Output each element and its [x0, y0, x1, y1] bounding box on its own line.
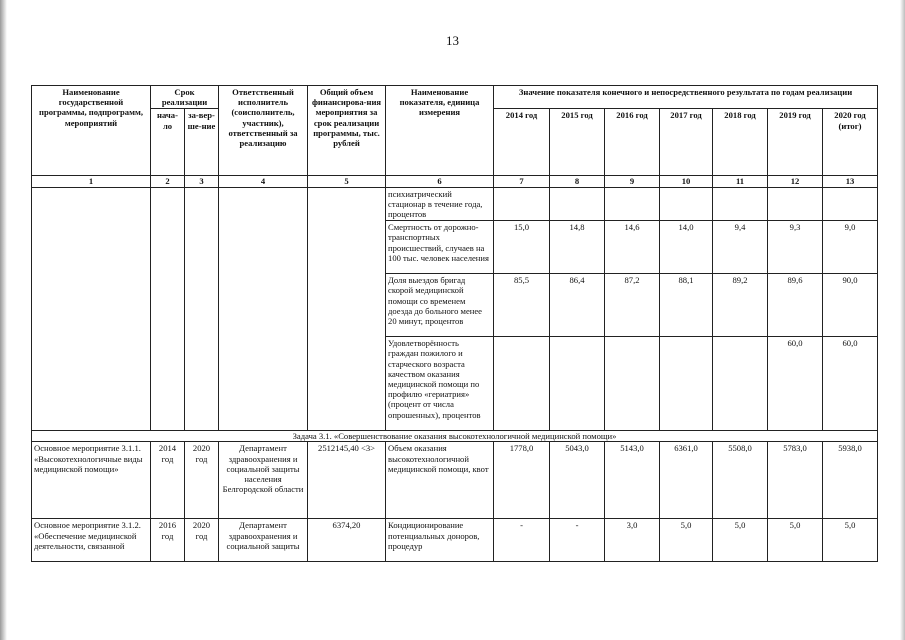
- activity-name: Основное мероприятие 3.1.2. «Обеспечение медицинской деятельности, связанной: [32, 519, 151, 562]
- program-table-container: [31, 85, 877, 562]
- indicator-name: Доля выездов бригад скорой медицинской помощи со временем доезда до больного менее 20 минут, процентов: [386, 274, 494, 337]
- column-number: 2: [151, 176, 185, 187]
- value-cell: 6361,0: [660, 442, 713, 519]
- header-responsible: Ответственный исполнитель (соисполнитель, участник), ответственный за реализацию: [219, 86, 308, 176]
- column-number: 11: [713, 176, 768, 187]
- value-cell: [660, 187, 713, 221]
- header-year-2018: 2018 год: [713, 109, 768, 176]
- value-cell: 86,4: [550, 274, 605, 337]
- task-row: [32, 431, 878, 442]
- column-number: 1: [32, 176, 151, 187]
- header-year-2020: 2020 год (итог): [823, 109, 878, 176]
- header-term: Срок реализации: [151, 86, 219, 109]
- header-values: Значение показателя конечного и непосредственного результата по годам реализации: [494, 86, 878, 109]
- value-cell: -: [550, 519, 605, 562]
- indicator-name: Удовлетворённость граждан пожилого и старческого возраста качеством оказания медицинской помощи по профилю «гериатрия» (процент от числа опрошенных), процентов: [386, 337, 494, 431]
- column-number: 7: [494, 176, 550, 187]
- header-year-2017: 2017 год: [660, 109, 713, 176]
- task-title: Задача 3.1. «Совершенствование оказания высокотехнологичной медицинской помощи»: [32, 431, 878, 442]
- activity-responsible: Департамент здравоохранения и социальной защиты: [219, 519, 308, 562]
- value-cell: 14,0: [660, 221, 713, 274]
- empty-cell: [308, 187, 386, 431]
- header-end: за-вер-ше-ние: [185, 109, 219, 176]
- column-number: 13: [823, 176, 878, 187]
- value-cell: 89,2: [713, 274, 768, 337]
- column-numbers-row: [32, 176, 878, 187]
- activity-row: [32, 442, 878, 519]
- value-cell: [550, 337, 605, 431]
- indicator-name: психиатрический стационар в течение года, процентов: [386, 187, 494, 221]
- activity-responsible: Департамент здравоохранения и социальной защиты населения Белгородской области: [219, 442, 308, 519]
- header-start: нача-ло: [151, 109, 185, 176]
- activity-indicator: Объем оказания высокотехнологичной медицинской помощи, квот: [386, 442, 494, 519]
- value-cell: 9,4: [713, 221, 768, 274]
- empty-cell: [151, 187, 185, 431]
- column-number: 5: [308, 176, 386, 187]
- activity-finance: 2512145,40 <3>: [308, 442, 386, 519]
- column-number: 8: [550, 176, 605, 187]
- value-cell: [494, 187, 550, 221]
- header-year-2015: 2015 год: [550, 109, 605, 176]
- value-cell: 9,0: [823, 221, 878, 274]
- column-number: 10: [660, 176, 713, 187]
- value-cell: -: [494, 519, 550, 562]
- value-cell: 1778,0: [494, 442, 550, 519]
- value-cell: 90,0: [823, 274, 878, 337]
- value-cell: 5,0: [713, 519, 768, 562]
- header-year-2019: 2019 год: [768, 109, 823, 176]
- value-cell: 88,1: [660, 274, 713, 337]
- indicator-row: [32, 187, 878, 221]
- empty-cell: [185, 187, 219, 431]
- indicator-name: Смертность от дорожно-транспортных происшествий, случаев на 100 тыс. человек населения: [386, 221, 494, 274]
- column-number: 9: [605, 176, 660, 187]
- value-cell: 3,0: [605, 519, 660, 562]
- value-cell: 60,0: [823, 337, 878, 431]
- value-cell: [768, 187, 823, 221]
- value-cell: [550, 187, 605, 221]
- value-cell: [823, 187, 878, 221]
- value-cell: 5143,0: [605, 442, 660, 519]
- value-cell: 5043,0: [550, 442, 605, 519]
- scan-left-edge: [0, 0, 7, 640]
- value-cell: 5783,0: [768, 442, 823, 519]
- activity-name: Основное мероприятие 3.1.1. «Высокотехнологичные виды медицинской помощи»: [32, 442, 151, 519]
- column-number: 4: [219, 176, 308, 187]
- empty-cell: [219, 187, 308, 431]
- header-year-2016: 2016 год: [605, 109, 660, 176]
- column-number: 6: [386, 176, 494, 187]
- value-cell: [605, 187, 660, 221]
- activity-finance: 6374,20: [308, 519, 386, 562]
- program-table: [31, 85, 878, 562]
- value-cell: 9,3: [768, 221, 823, 274]
- scan-right-edge: [900, 0, 905, 640]
- header-finance: Общий объем финансирова-ния мероприятия за срок реализации программы, тыс. рублей: [308, 86, 386, 176]
- value-cell: 14,6: [605, 221, 660, 274]
- value-cell: [605, 337, 660, 431]
- activity-start: 2016 год: [151, 519, 185, 562]
- column-number: 3: [185, 176, 219, 187]
- value-cell: 5508,0: [713, 442, 768, 519]
- page-number: 13: [446, 33, 459, 48]
- value-cell: [660, 337, 713, 431]
- value-cell: 14,8: [550, 221, 605, 274]
- value-cell: 87,2: [605, 274, 660, 337]
- value-cell: 15,0: [494, 221, 550, 274]
- header-year-2014: 2014 год: [494, 109, 550, 176]
- value-cell: [713, 337, 768, 431]
- value-cell: 5,0: [823, 519, 878, 562]
- value-cell: [713, 187, 768, 221]
- activity-end: 2020 год: [185, 519, 219, 562]
- header-indicator: Наименование показателя, единица измерения: [386, 86, 494, 176]
- activity-indicator: Кондиционирование потенциальных доноров, процедур: [386, 519, 494, 562]
- header-row-1: [32, 86, 878, 109]
- column-number: 12: [768, 176, 823, 187]
- value-cell: [494, 337, 550, 431]
- activity-start: 2014 год: [151, 442, 185, 519]
- activity-end: 2020 год: [185, 442, 219, 519]
- value-cell: 5,0: [768, 519, 823, 562]
- value-cell: 85,5: [494, 274, 550, 337]
- activity-row: [32, 519, 878, 562]
- value-cell: 60,0: [768, 337, 823, 431]
- header-name: Наименование государственной программы, подпрограмм, мероприятий: [32, 86, 151, 176]
- value-cell: 5,0: [660, 519, 713, 562]
- value-cell: 5938,0: [823, 442, 878, 519]
- value-cell: 89,6: [768, 274, 823, 337]
- empty-cell: [32, 187, 151, 431]
